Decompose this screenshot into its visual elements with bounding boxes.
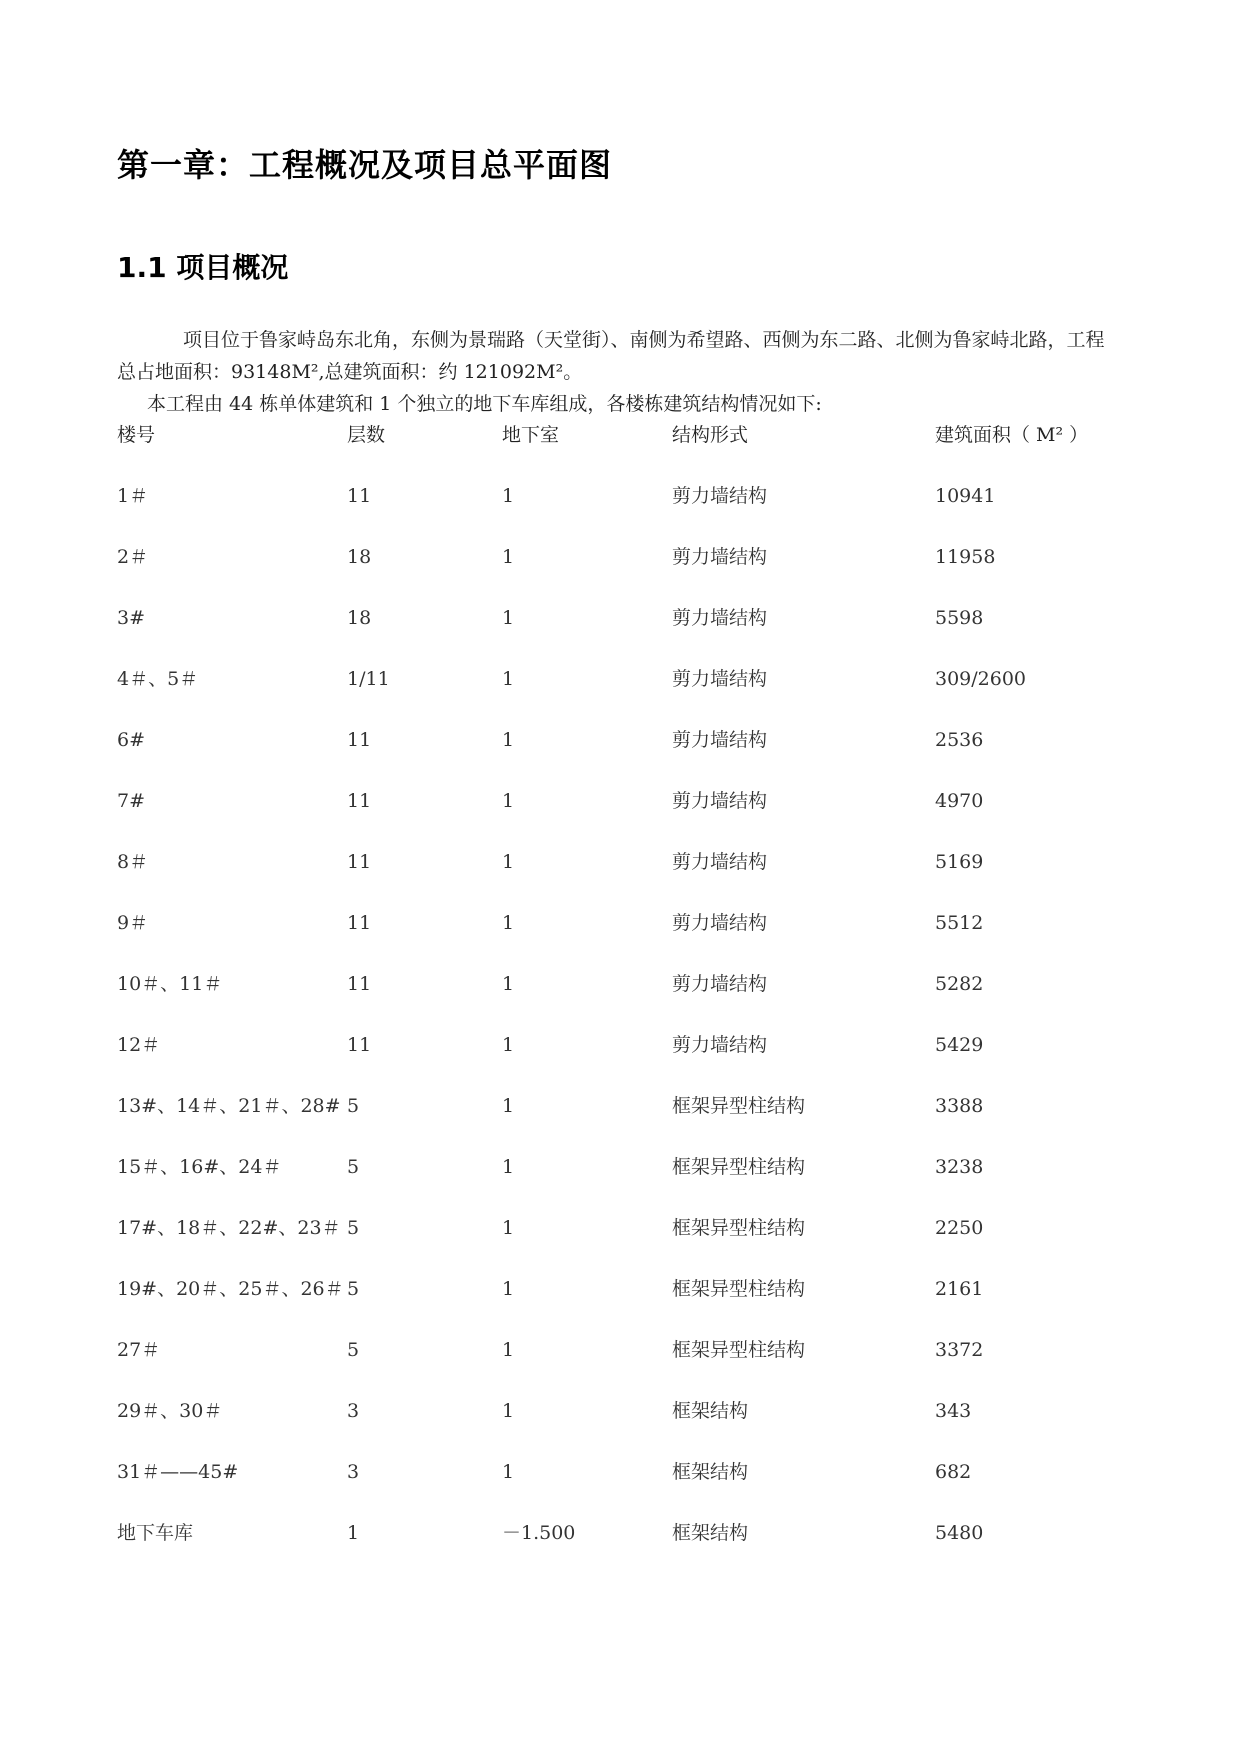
basement-cell: 1	[502, 1278, 515, 1300]
structure-cell: 框架结构	[672, 1461, 749, 1483]
floors-cell: 3	[347, 1461, 360, 1483]
building-no-cell: 10＃、11＃	[117, 973, 223, 995]
area-cell: 3238	[935, 1156, 984, 1178]
table-row	[117, 969, 1127, 1030]
structure-cell: 剪力墙结构	[672, 485, 768, 507]
area-cell: 4970	[935, 790, 984, 812]
building-no-cell: 4＃、5＃	[117, 668, 199, 690]
building-no-cell: 1＃	[117, 485, 149, 507]
table-row	[117, 908, 1127, 969]
area-cell: 3388	[935, 1095, 984, 1117]
structure-cell: 框架异型柱结构	[672, 1156, 806, 1178]
building-no-cell: 15＃、16#、24＃	[117, 1156, 282, 1178]
building-no-cell: 8＃	[117, 851, 149, 873]
floors-cell: 11	[347, 851, 372, 873]
basement-cell: 1	[502, 668, 515, 690]
structure-cell: 框架异型柱结构	[672, 1095, 806, 1117]
area-cell: 5512	[935, 912, 984, 934]
building-table	[117, 420, 1127, 1579]
floors-cell: 18	[347, 607, 372, 629]
intro-paragraph: 项目位于鲁家峙岛东北角，东侧为景瑞路（天堂街）、南侧为希望路、西侧为东二路、北侧为鲁家峙北路，工程总占地面积：93148M²,总建筑面积：约 121092M²。	[117, 329, 1105, 383]
header-basement: 地下室	[502, 424, 560, 446]
floors-cell: 11	[347, 1034, 372, 1056]
area-cell: 5169	[935, 851, 984, 873]
basement-cell: 1	[502, 485, 515, 507]
floors-cell: 5	[347, 1156, 360, 1178]
header-building-no: 楼号	[117, 424, 156, 446]
table-row	[117, 481, 1127, 542]
floors-cell: 5	[347, 1217, 360, 1239]
building-no-cell: 17#、18＃、22#、23＃	[117, 1217, 341, 1239]
building-no-cell: 3#	[117, 607, 146, 629]
floors-cell: 1	[347, 1522, 360, 1544]
structure-cell: 剪力墙结构	[672, 729, 768, 751]
table-header-row	[117, 420, 1127, 481]
table-row	[117, 542, 1127, 603]
structure-cell: 剪力墙结构	[672, 851, 768, 873]
structure-cell: 剪力墙结构	[672, 912, 768, 934]
building-no-cell: 6#	[117, 729, 146, 751]
structure-cell: 框架异型柱结构	[672, 1217, 806, 1239]
area-cell: 2250	[935, 1217, 984, 1239]
floors-cell: 11	[347, 973, 372, 995]
section-title: 1.1 项目概况	[117, 251, 289, 284]
basement-cell: 1	[502, 1461, 515, 1483]
floors-cell: 5	[347, 1278, 360, 1300]
structure-cell: 剪力墙结构	[672, 607, 768, 629]
basement-cell: 1	[502, 790, 515, 812]
basement-cell: 1	[502, 1217, 515, 1239]
basement-cell: －1.500	[502, 1522, 576, 1544]
area-cell: 3372	[935, 1339, 984, 1361]
structure-cell: 框架异型柱结构	[672, 1339, 806, 1361]
area-cell: 2161	[935, 1278, 984, 1300]
basement-cell: 1	[502, 1095, 515, 1117]
building-no-cell: 13#、14＃、21＃、28#	[117, 1095, 341, 1117]
table-row	[117, 1030, 1127, 1091]
basement-cell: 1	[502, 1156, 515, 1178]
floors-cell: 5	[347, 1339, 360, 1361]
table-row	[117, 786, 1127, 847]
area-cell: 5480	[935, 1522, 984, 1544]
basement-cell: 1	[502, 912, 515, 934]
table-row	[117, 1152, 1127, 1213]
structure-cell: 剪力墙结构	[672, 973, 768, 995]
building-no-cell: 12＃	[117, 1034, 161, 1056]
basement-cell: 1	[502, 607, 515, 629]
basement-cell: 1	[502, 1400, 515, 1422]
table-row	[117, 603, 1127, 664]
basement-cell: 1	[502, 1034, 515, 1056]
table-row	[117, 1335, 1127, 1396]
chapter-title: 第一章：工程概况及项目总平面图	[117, 146, 613, 184]
floors-cell: 11	[347, 790, 372, 812]
table-row	[117, 1274, 1127, 1335]
building-no-cell: 19#、20＃、25＃、26＃	[117, 1278, 344, 1300]
table-row	[117, 725, 1127, 786]
table-row	[117, 847, 1127, 908]
building-no-cell: 7#	[117, 790, 146, 812]
structure-cell: 剪力墙结构	[672, 790, 768, 812]
structure-cell: 框架结构	[672, 1400, 749, 1422]
area-cell: 5598	[935, 607, 984, 629]
table-row	[117, 1518, 1127, 1579]
building-no-cell: 9＃	[117, 912, 149, 934]
area-cell: 682	[935, 1461, 972, 1483]
area-cell: 2536	[935, 729, 984, 751]
structure-cell: 框架异型柱结构	[672, 1278, 806, 1300]
structure-cell: 剪力墙结构	[672, 668, 768, 690]
area-cell: 10941	[935, 485, 996, 507]
table-body	[117, 481, 1127, 1579]
building-no-cell: 29＃、30＃	[117, 1400, 223, 1422]
table-row	[117, 1396, 1127, 1457]
basement-cell: 1	[502, 1339, 515, 1361]
structure-cell: 剪力墙结构	[672, 546, 768, 568]
building-no-cell: 31＃——45#	[117, 1461, 239, 1483]
structure-cell: 框架结构	[672, 1522, 749, 1544]
header-structure: 结构形式	[672, 424, 749, 446]
area-cell: 343	[935, 1400, 972, 1422]
building-no-cell: 地下车库	[117, 1522, 194, 1544]
basement-cell: 1	[502, 729, 515, 751]
building-no-cell: 27＃	[117, 1339, 161, 1361]
floors-cell: 1/11	[347, 668, 390, 690]
basement-cell: 1	[502, 851, 515, 873]
composition-paragraph: 本工程由 44 栋单体建筑和 1 个独立的地下车库组成，各楼栋建筑结构情况如下:	[147, 393, 822, 415]
table-row	[117, 1213, 1127, 1274]
header-floors: 层数	[347, 424, 386, 446]
table-row	[117, 664, 1127, 725]
building-no-cell: 2＃	[117, 546, 149, 568]
floors-cell: 18	[347, 546, 372, 568]
floors-cell: 11	[347, 485, 372, 507]
area-cell: 5429	[935, 1034, 984, 1056]
floors-cell: 3	[347, 1400, 360, 1422]
basement-cell: 1	[502, 973, 515, 995]
area-cell: 11958	[935, 546, 996, 568]
floors-cell: 5	[347, 1095, 360, 1117]
header-area: 建筑面积（ M² ）	[935, 424, 1089, 446]
table-row	[117, 1457, 1127, 1518]
table-row	[117, 1091, 1127, 1152]
basement-cell: 1	[502, 546, 515, 568]
floors-cell: 11	[347, 912, 372, 934]
area-cell: 309/2600	[935, 668, 1027, 690]
structure-cell: 剪力墙结构	[672, 1034, 768, 1056]
area-cell: 5282	[935, 973, 984, 995]
floors-cell: 11	[347, 729, 372, 751]
